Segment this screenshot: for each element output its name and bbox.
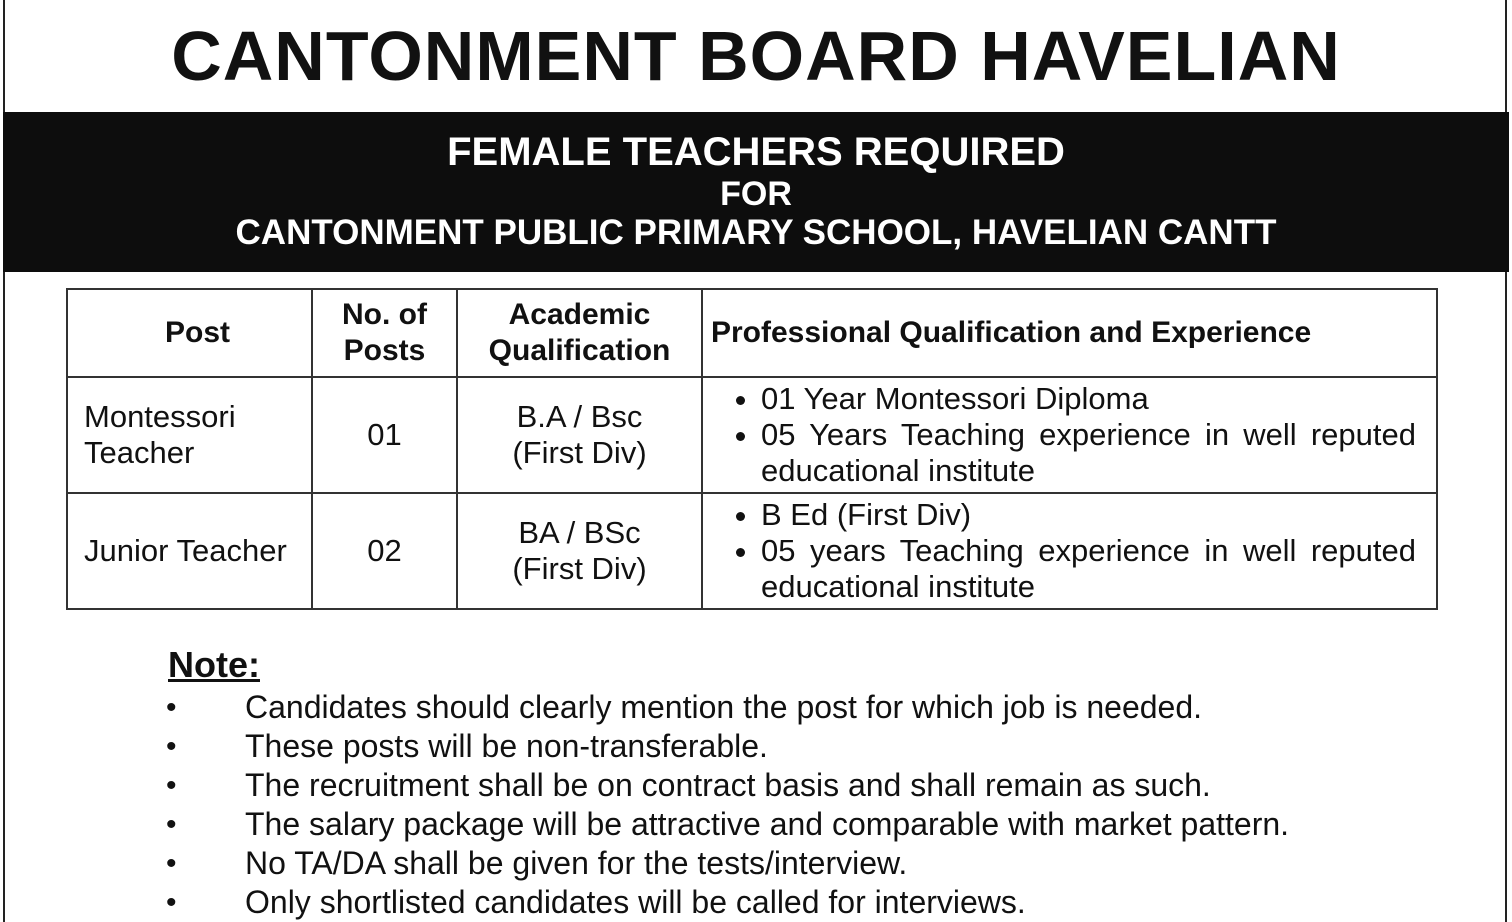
cell-academic <box>457 377 702 493</box>
banner-line-3: CANTONMENT PUBLIC PRIMARY SCHOOL, HAVELIAN CANTT <box>235 213 1277 252</box>
list-item: • B Ed (First Div) <box>761 497 1416 533</box>
list-item: • 01 Year Montessori Diploma <box>761 381 1416 417</box>
list-item: • 05 Years Teaching experience in well reputed educational institute <box>761 417 1416 489</box>
list-item <box>0 844 1512 883</box>
page-title: CANTONMENT BOARD HAVELIAN <box>171 17 1341 95</box>
bullet-icon: • <box>166 886 177 919</box>
list-item: • 05 years Teaching experience in well reputed educational institute <box>761 533 1416 605</box>
bullet-icon: • <box>166 730 177 763</box>
note-list <box>0 688 1512 922</box>
bullet-icon: • <box>166 808 177 841</box>
cell-professional <box>702 377 1437 493</box>
note-text: The recruitment shall be on contract basis and shall remain as such. <box>245 767 1211 803</box>
cell-academic <box>457 493 702 609</box>
note-text: These posts will be non-transferable. <box>245 728 768 764</box>
cell-no-of-posts: 02 <box>312 493 457 609</box>
professional-list <box>703 381 1436 489</box>
cell-post: Junior Teacher <box>67 493 312 609</box>
headline-banner <box>3 112 1509 272</box>
academic-text: B.A / Bsc (First Div) <box>512 399 647 470</box>
column-header-post: Post <box>67 289 312 377</box>
bullet-icon: • <box>166 691 177 724</box>
note-text: No TA/DA shall be given for the tests/interview. <box>245 845 908 881</box>
academic-text: BA / BSc (First Div) <box>512 515 647 586</box>
banner-line-2: FOR <box>720 175 792 213</box>
cell-professional <box>702 493 1437 609</box>
list-item <box>0 688 1512 727</box>
column-header-professional: Professional Qualification and Experience <box>702 289 1437 377</box>
table-header-row <box>67 289 1437 377</box>
table-row <box>67 377 1437 493</box>
list-item <box>0 766 1512 805</box>
note-heading: Note: <box>168 644 260 685</box>
list-item <box>0 727 1512 766</box>
banner-line-1: FEMALE TEACHERS REQUIRED <box>447 130 1065 174</box>
list-item <box>0 883 1512 922</box>
vacancy-table <box>66 288 1438 610</box>
cell-no-of-posts: 01 <box>312 377 457 493</box>
note-text: The salary package will be attractive and comparable with market pattern. <box>245 806 1290 842</box>
professional-list <box>703 497 1436 605</box>
table-row <box>67 493 1437 609</box>
note-text: Only shortlisted candidates will be called for interviews. <box>245 884 1026 920</box>
bullet-icon: • <box>166 847 177 880</box>
note-text: Candidates should clearly mention the post for which job is needed. <box>245 689 1203 725</box>
list-item <box>0 805 1512 844</box>
cell-post: Montessori Teacher <box>67 377 312 493</box>
bullet-icon: • <box>166 769 177 802</box>
column-header-no-of-posts: No. of Posts <box>312 289 457 377</box>
column-header-academic: Academic Qualification <box>457 289 702 377</box>
